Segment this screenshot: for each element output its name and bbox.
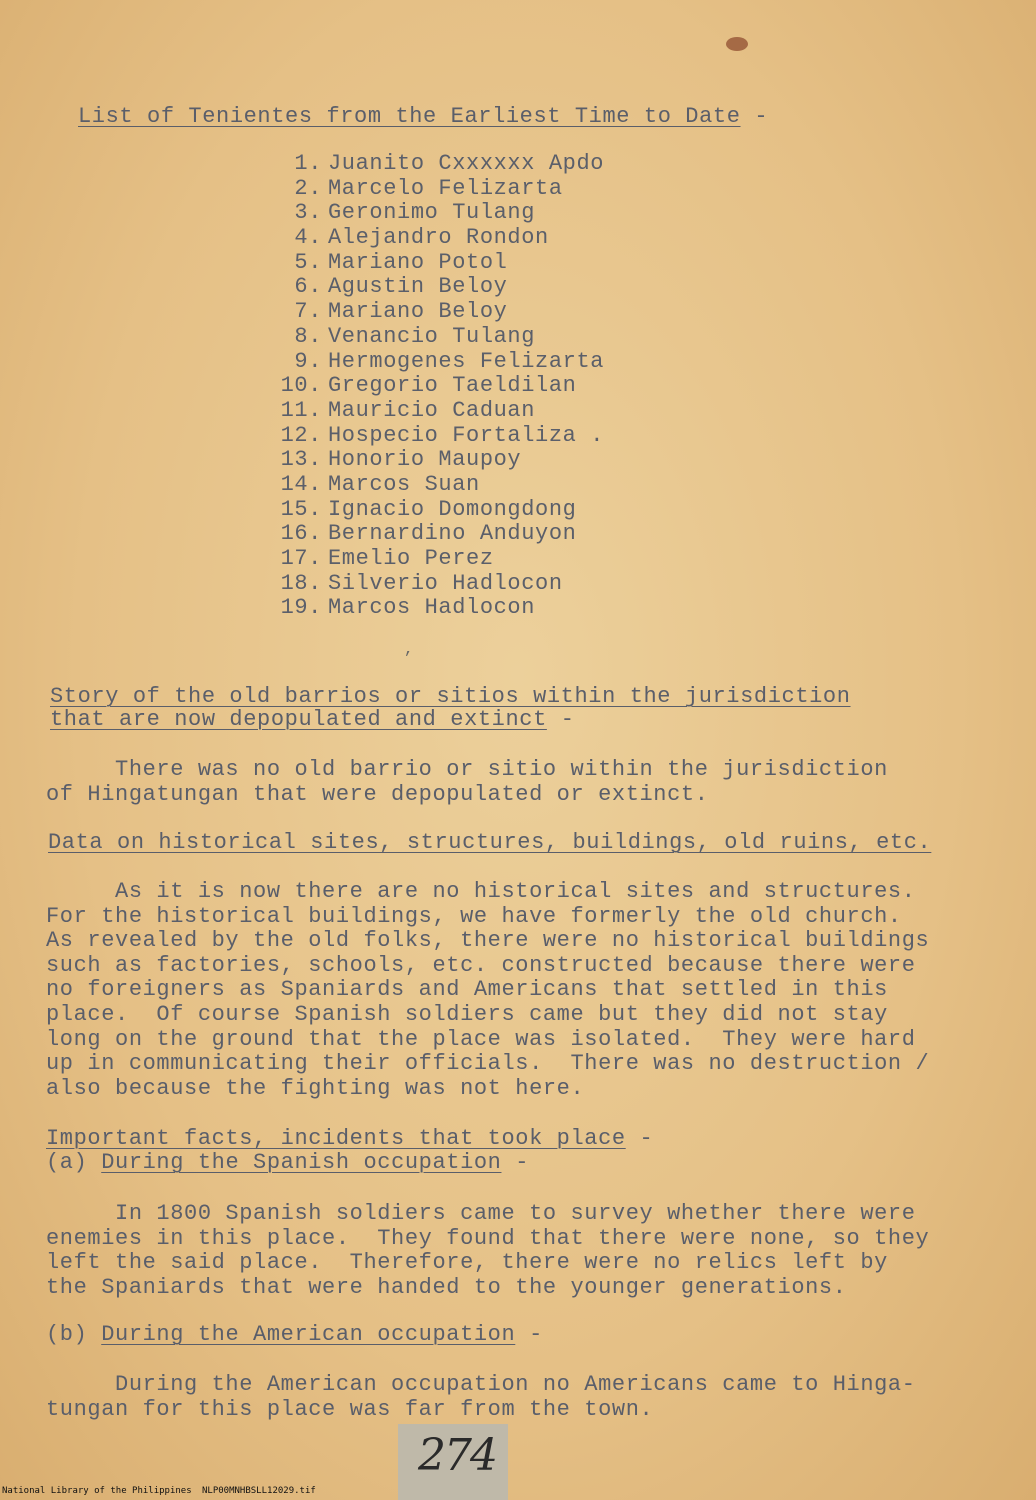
tenientes-heading: List of Tenientes from the Earliest Time to Date - bbox=[78, 104, 769, 129]
teniente-name: Mauricio Caduan bbox=[328, 397, 536, 423]
teniente-number: 18. bbox=[280, 570, 322, 596]
teniente-name: Bernardino Anduyon bbox=[328, 521, 577, 547]
teniente-item bbox=[262, 448, 604, 473]
teniente-item bbox=[262, 572, 604, 597]
teniente-number: 19. bbox=[280, 595, 322, 621]
barrios-heading-line2: that are now depopulated and extinct - bbox=[50, 707, 575, 732]
american-paragraph: During the American occupation no Americans came to Hinga- tungan for this place was far from the town. bbox=[46, 1372, 916, 1422]
teniente-name: Marcelo Felizarta bbox=[328, 175, 563, 201]
teniente-number: 14. bbox=[280, 471, 322, 497]
teniente-number: 7. bbox=[294, 299, 322, 325]
teniente-item bbox=[262, 275, 604, 300]
teniente-item bbox=[262, 547, 604, 572]
teniente-item bbox=[262, 300, 604, 325]
spanish-heading: (a) During the Spanish occupation - bbox=[46, 1150, 530, 1175]
teniente-number: 10. bbox=[280, 373, 322, 399]
teniente-item bbox=[262, 498, 604, 523]
teniente-item bbox=[262, 201, 604, 226]
tenientes-list bbox=[262, 152, 604, 621]
teniente-name: Marcos Suan bbox=[328, 471, 480, 497]
stray-mark: , bbox=[404, 640, 414, 658]
teniente-item bbox=[262, 152, 604, 177]
teniente-item bbox=[262, 374, 604, 399]
teniente-item bbox=[262, 177, 604, 202]
barrios-heading-line1: Story of the old barrios or sitios within the jurisdiction bbox=[50, 684, 851, 709]
teniente-number: 16. bbox=[280, 521, 322, 547]
teniente-number: 3. bbox=[294, 200, 322, 226]
teniente-item bbox=[262, 522, 604, 547]
teniente-name: Mariano Potol bbox=[328, 249, 508, 275]
teniente-number: 4. bbox=[294, 225, 322, 251]
teniente-number: 9. bbox=[294, 348, 322, 374]
teniente-name: Alejandro Rondon bbox=[328, 225, 549, 251]
american-heading: (b) During the American occupation - bbox=[46, 1322, 543, 1347]
historical-heading: Data on historical sites, structures, buildings, old ruins, etc. bbox=[48, 830, 932, 855]
teniente-name: Hospecio Fortaliza . bbox=[328, 422, 605, 448]
teniente-item bbox=[262, 350, 604, 375]
teniente-name: Geronimo Tulang bbox=[328, 200, 536, 226]
footer-filename: NLP00MNHBSLL12029.tif bbox=[202, 1486, 316, 1496]
teniente-number: 15. bbox=[280, 496, 322, 522]
facts-heading: Important facts, incidents that took place - bbox=[46, 1126, 654, 1151]
teniente-number: 5. bbox=[294, 249, 322, 275]
teniente-number: 13. bbox=[280, 447, 322, 473]
spanish-paragraph: In 1800 Spanish soldiers came to survey whether there were enemies in this place. They found that there were none, so they left the said place. Therefore, there were no relics left by the Spaniards that were handed to the younger generations. bbox=[46, 1201, 930, 1300]
teniente-number: 2. bbox=[294, 175, 322, 201]
teniente-item bbox=[262, 226, 604, 251]
teniente-name: Mariano Beloy bbox=[328, 299, 508, 325]
teniente-name: Honorio Maupoy bbox=[328, 447, 522, 473]
teniente-name: Venancio Tulang bbox=[328, 323, 536, 349]
teniente-number: 1. bbox=[294, 151, 322, 176]
ink-stain bbox=[726, 37, 748, 51]
teniente-number: 17. bbox=[280, 546, 322, 571]
teniente-item bbox=[262, 596, 604, 621]
teniente-number: 11. bbox=[280, 397, 322, 423]
teniente-item bbox=[262, 325, 604, 350]
historical-paragraph: As it is now there are no historical sites and structures. For the historical buildings, we have formerly the old church. As revealed by the old folks, there were no historical buildings such as factories, schools, etc. constructed because there were no foreigners as Spaniards and Americans that settled in this place. Of course Spanish soldiers came but they did not stay long on the ground that the place was isolated. They were hard up in communicating their officials. There was no destruction / also because the fighting was not here. bbox=[46, 879, 930, 1101]
teniente-item bbox=[262, 399, 604, 424]
teniente-number: 8. bbox=[294, 323, 322, 349]
teniente-number: 6. bbox=[294, 274, 322, 300]
teniente-name: Ignacio Domongdong bbox=[328, 496, 577, 522]
teniente-name: Gregorio Taeldilan bbox=[328, 373, 577, 399]
footer-library: National Library of the Philippines bbox=[2, 1486, 192, 1496]
teniente-number: 12. bbox=[280, 422, 322, 448]
barrios-paragraph: There was no old barrio or sitio within the jurisdiction of Hingatungan that were depopulated or extinct. bbox=[46, 757, 888, 807]
teniente-item bbox=[262, 251, 604, 276]
teniente-item bbox=[262, 424, 604, 449]
teniente-name: Agustin Beloy bbox=[328, 274, 508, 300]
teniente-name: Juanito Cxxxxxx Apdo bbox=[328, 151, 605, 176]
teniente-item bbox=[262, 473, 604, 498]
teniente-name: Marcos Hadlocon bbox=[328, 595, 536, 621]
page-number: 274 bbox=[418, 1430, 496, 1481]
teniente-name: Silverio Hadlocon bbox=[328, 570, 563, 596]
teniente-name: Hermogenes Felizarta bbox=[328, 348, 605, 374]
teniente-name: Emelio Perez bbox=[328, 546, 494, 571]
